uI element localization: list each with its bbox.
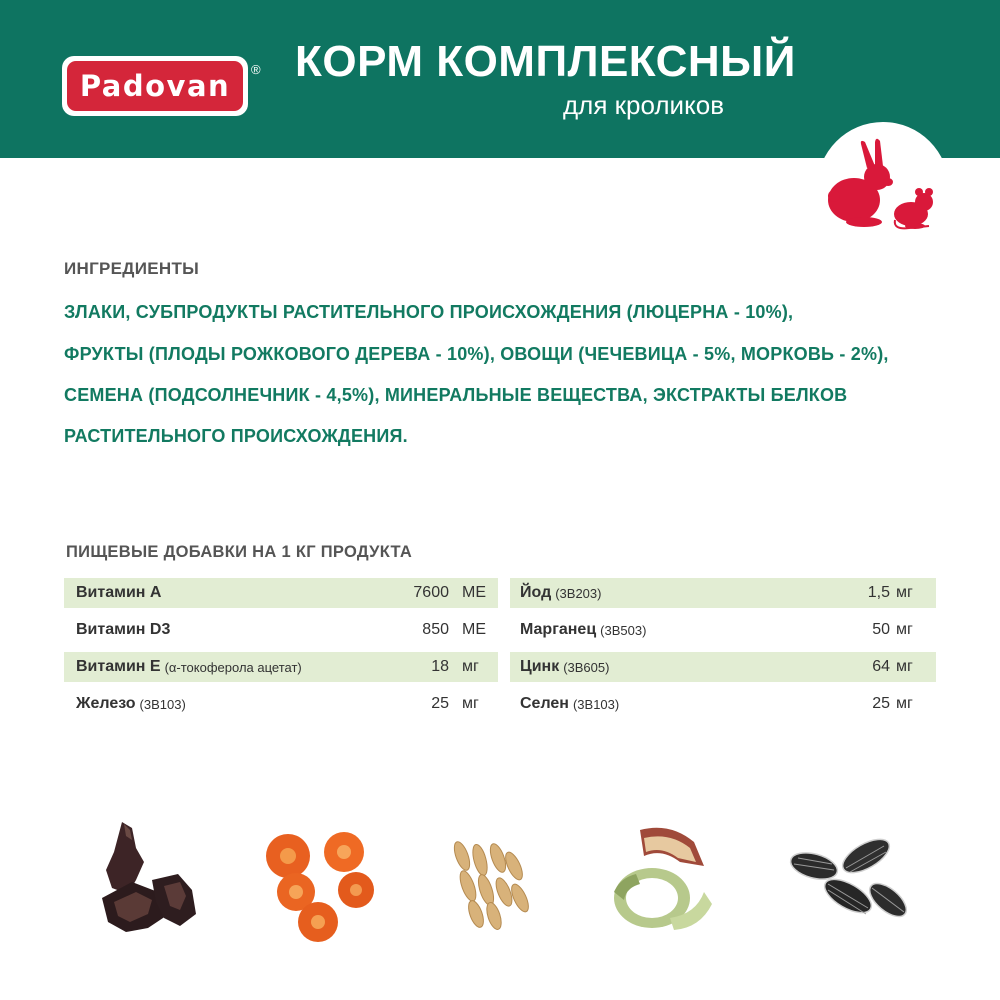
ingredients-line-4: РАСТИТЕЛЬНОГО ПРОИСХОЖДЕНИЯ.	[64, 426, 408, 446]
additive-unit: мг	[896, 695, 913, 712]
additive-code: (3B103)	[572, 696, 620, 712]
additive-row	[510, 689, 936, 719]
additive-name: Железо	[76, 695, 136, 712]
ingredients-heading: ИНГРЕДИЕНТЫ	[64, 259, 200, 278]
additive-value: 25	[431, 695, 449, 712]
additive-name: Цинк	[520, 658, 560, 675]
carob-pods-image	[92, 818, 210, 942]
dried-apple-image	[600, 822, 720, 942]
hamster-icon	[894, 188, 933, 229]
additive-row	[64, 689, 498, 719]
additive-row	[64, 578, 498, 608]
additive-value: 50	[872, 621, 890, 638]
additive-name: Йод	[520, 584, 552, 601]
ingredients-line-3: СЕМЕНА (ПОДСОЛНЕЧНИК - 4,5%), МИНЕРАЛЬНЫЕ ВЕЩЕСТВА, ЭКСТРАКТЫ БЕЛКОВ	[64, 385, 848, 405]
oat-grains-image	[440, 840, 536, 930]
padovan-logo	[62, 56, 248, 116]
additive-unit: мг	[462, 658, 479, 675]
additive-name: Витамин E	[76, 658, 161, 675]
rabbit-icon	[828, 139, 893, 227]
product-subtitle: для кроликов	[563, 90, 725, 120]
additive-row	[64, 652, 498, 682]
additive-unit: мг	[462, 695, 479, 712]
additive-code: (α-токоферола ацетат)	[164, 659, 302, 675]
additive-code: (3B103)	[139, 696, 186, 712]
sunflower-seeds-image	[784, 834, 914, 934]
additive-row	[510, 578, 936, 608]
logo-badge	[67, 61, 243, 111]
animal-badge	[817, 122, 949, 254]
additive-name: Селен	[520, 695, 569, 712]
ingredients-line-1: ЗЛАКИ, СУБПРОДУКТЫ РАСТИТЕЛЬНОГО ПРОИСХОЖДЕНИЯ (ЛЮЦЕРНА - 10%),	[64, 302, 794, 322]
additive-name: Витамин A	[76, 584, 162, 601]
additive-value: 7600	[413, 584, 449, 601]
additive-value: 64	[872, 658, 890, 675]
additive-value: 1,5	[867, 584, 890, 601]
ingredients-line-2: ФРУКТЫ (ПЛОДЫ РОЖКОВОГО ДЕРЕВА - 10%), ОВОЩИ (ЧЕЧЕВИЦА - 5%, МОРКОВЬ - 2%),	[64, 344, 889, 364]
additive-value: 18	[431, 658, 449, 675]
additive-unit: мг	[896, 584, 913, 601]
additive-row	[64, 615, 498, 645]
additive-unit: МЕ	[462, 621, 486, 638]
additive-row	[510, 652, 936, 682]
additive-unit: МЕ	[462, 584, 486, 601]
additives-heading: ПИЩЕВЫЕ ДОБАВКИ НА 1 КГ ПРОДУКТА	[66, 543, 413, 561]
additive-unit: мг	[896, 621, 913, 638]
additive-row	[510, 615, 936, 645]
additive-unit: мг	[896, 658, 913, 675]
additive-value: 25	[872, 695, 890, 712]
additive-value: 850	[422, 621, 449, 638]
additive-code: (3B503)	[600, 622, 647, 638]
dried-carrot-image	[258, 826, 384, 946]
additive-name: Витамин D3	[76, 621, 171, 638]
registered-mark: ®	[251, 62, 261, 77]
additive-code: (3B605)	[563, 659, 610, 675]
brand-name: Padovan	[79, 68, 231, 103]
additive-code: (3B203)	[555, 585, 602, 601]
product-title: КОРМ КОМПЛЕКСНЫЙ	[295, 37, 796, 86]
additive-name: Марганец	[520, 621, 597, 638]
